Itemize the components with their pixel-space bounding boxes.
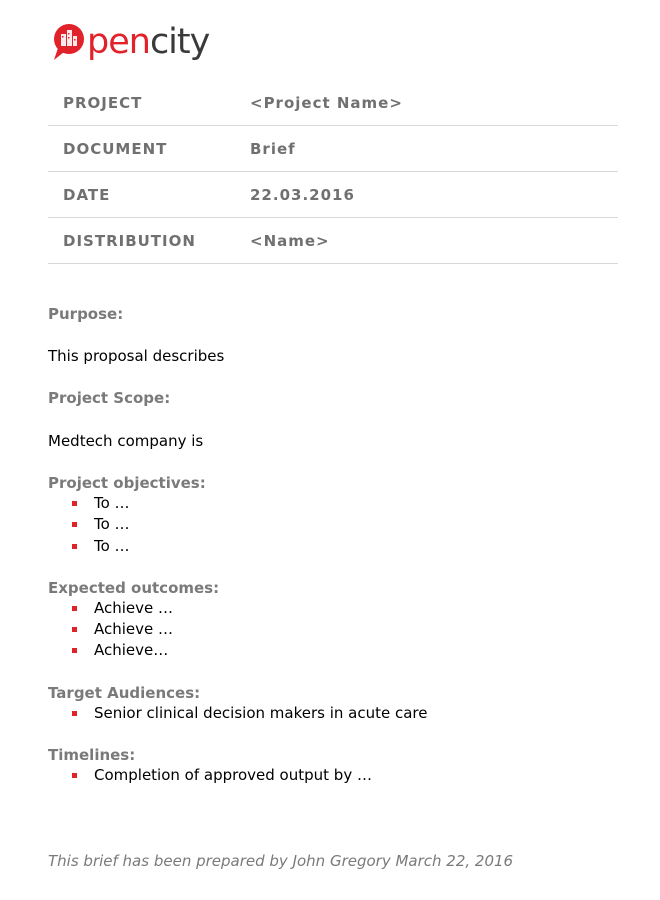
logo-text-pen: pen	[87, 22, 150, 62]
list-item-text: Achieve…	[94, 641, 169, 660]
scope-heading: Project Scope:	[48, 389, 171, 407]
document-meta-table	[48, 80, 618, 264]
brief-content	[48, 304, 628, 786]
bullet-icon	[72, 648, 77, 653]
list-item-text: Achieve …	[94, 620, 174, 639]
bullet-icon	[72, 627, 77, 632]
audiences-list	[48, 703, 628, 724]
opencity-logo-icon	[52, 22, 86, 62]
bullet-icon	[72, 711, 77, 716]
timelines-list	[48, 765, 628, 786]
bullet-icon	[72, 773, 77, 778]
list-item	[48, 514, 628, 535]
list-item-text: To …	[94, 494, 130, 512]
meta-row-document	[48, 126, 618, 172]
meta-value: <Project Name>	[250, 93, 403, 112]
objectives-heading: Project objectives:	[48, 474, 206, 492]
opencity-logo	[52, 18, 209, 62]
purpose-text: This proposal describes	[48, 347, 225, 365]
meta-row-distribution	[48, 218, 618, 264]
outcomes-heading: Expected outcomes:	[48, 578, 220, 597]
prepared-by-note: This brief has been prepared by John Gregory March 22, 2016	[48, 852, 514, 870]
scope-text: Medtech company is	[48, 432, 204, 450]
bullet-icon	[72, 501, 77, 506]
meta-label: PROJECT	[63, 93, 143, 112]
logo-text-city: city	[149, 22, 210, 62]
bullet-icon	[72, 522, 77, 527]
outcomes-list	[48, 598, 628, 662]
list-item-text: To …	[94, 536, 130, 555]
list-item	[48, 493, 628, 514]
meta-row-date	[48, 172, 618, 218]
meta-value: <Name>	[250, 231, 330, 250]
objectives-list	[48, 493, 628, 557]
meta-label: DISTRIBUTION	[63, 231, 196, 250]
list-item-text: Completion of approved output by …	[94, 766, 372, 785]
meta-label: DOCUMENT	[63, 139, 168, 158]
timelines-heading: Timelines:	[48, 746, 136, 765]
bullet-icon	[72, 606, 77, 611]
meta-value: 22.03.2016	[250, 185, 355, 204]
meta-value: Brief	[250, 139, 296, 158]
list-item-text: To …	[94, 515, 130, 534]
list-item-text: Senior clinical decision makers in acute care	[94, 703, 428, 722]
list-item	[48, 765, 628, 786]
meta-row-project	[48, 80, 618, 126]
list-item	[48, 703, 628, 724]
audiences-heading: Target Audiences:	[48, 683, 201, 702]
list-item-text: Achieve …	[94, 598, 174, 617]
list-item	[48, 598, 628, 619]
list-item	[48, 536, 628, 557]
purpose-heading: Purpose:	[48, 305, 124, 323]
list-item	[48, 640, 628, 661]
bullet-icon	[72, 544, 77, 549]
meta-label: DATE	[63, 185, 111, 204]
list-item	[48, 619, 628, 640]
